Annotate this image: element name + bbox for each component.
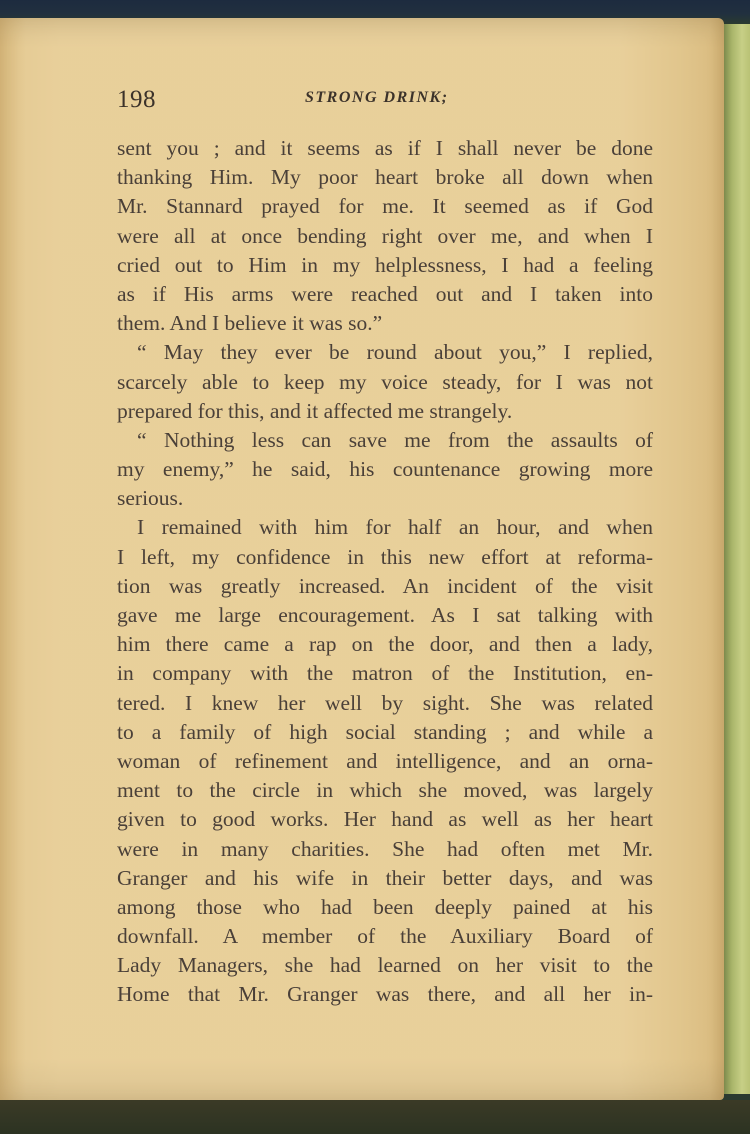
- text-line: “ May they ever be round about you,” I replied,: [137, 340, 653, 365]
- text-line: as if His arms were reached out and I taken into: [117, 281, 653, 306]
- text-line: serious.: [117, 486, 184, 511]
- page-body: [117, 134, 653, 1010]
- text-line: “ Nothing less can save me from the assaults of: [137, 427, 653, 452]
- text-line: cried out to Him in my helplessness, I had a feeling: [117, 252, 653, 277]
- text-line: my enemy,” he said, his countenance growing more: [117, 457, 653, 482]
- text-line: sent you ; and it seems as if I shall never be done: [117, 136, 653, 160]
- text-line: Mr. Stannard prayed for me. It seemed as if God: [117, 194, 653, 219]
- text-line: in company with the matron of the Institution, en-: [117, 661, 653, 686]
- text-line: Home that Mr. Granger was there, and all her in-: [117, 982, 653, 1007]
- text-line: him there came a rap on the door, and then a lady,: [117, 632, 653, 657]
- text-line: I left, my confidence in this new effort at reforma-: [117, 544, 653, 569]
- page-header: [117, 72, 657, 112]
- text-line: Lady Managers, she had learned on her visit to the: [117, 953, 653, 978]
- text-line: tion was greatly increased. An incident of the visit: [117, 573, 653, 598]
- text-line: gave me large encouragement. As I sat talking with: [117, 603, 653, 627]
- text-line: tered. I knew her well by sight. She was related: [117, 690, 653, 715]
- book-edge: [724, 24, 750, 1094]
- text-line: were in many charities. She had often met Mr.: [117, 836, 653, 861]
- text-line: woman of refinement and intelligence, and an orna-: [117, 748, 653, 773]
- text-line: given to good works. Her hand as well as her heart: [117, 807, 653, 832]
- page-number: 198: [117, 86, 156, 113]
- text-line: them. And I believe it was so.”: [117, 311, 383, 336]
- text-line: I remained with him for half an hour, and when: [137, 515, 653, 540]
- text-line: thanking Him. My poor heart broke all down when: [117, 165, 653, 190]
- text-line: were all at once bending right over me, and when I: [117, 223, 653, 248]
- text-line: scarcely able to keep my voice steady, for I was not: [117, 369, 653, 394]
- text-line: among those who had been deeply pained at his: [117, 894, 653, 919]
- text-line: Granger and his wife in their better days, and was: [117, 865, 653, 890]
- running-head: STRONG DRINK;: [305, 89, 449, 106]
- text-line: prepared for this, and it affected me strangely.: [117, 398, 513, 423]
- text-line: downfall. A member of the Auxiliary Board of: [117, 924, 653, 949]
- text-line: ment to the circle in which she moved, was largely: [117, 778, 653, 803]
- bottom-edge: [0, 1100, 750, 1134]
- text-line: to a family of high social standing ; and while a: [117, 719, 653, 744]
